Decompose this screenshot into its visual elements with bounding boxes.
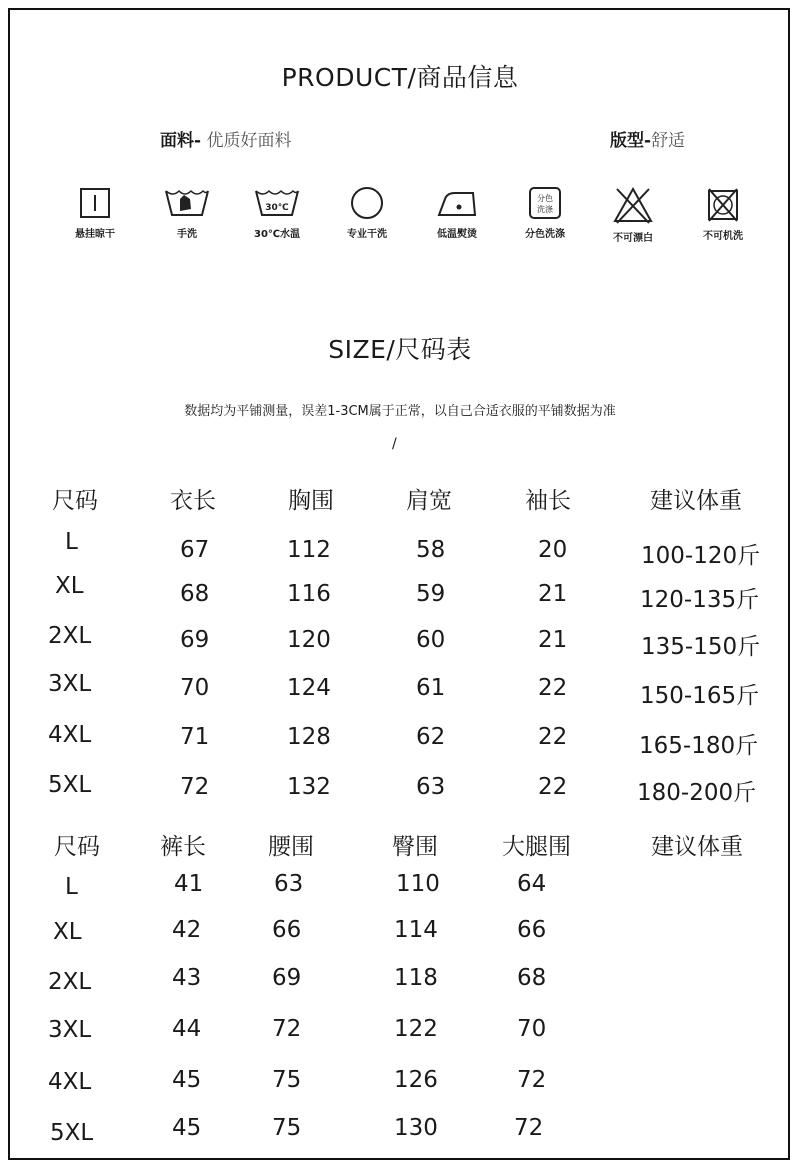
table-cell: 71 (180, 724, 210, 750)
table-cell: 75 (272, 1115, 302, 1141)
care-item-separate-wash (500, 185, 590, 240)
hand-wash-icon (163, 185, 211, 221)
table-cell: 100-120斤 (641, 543, 761, 569)
table-cell: 64 (517, 871, 547, 897)
fit-label: 版型- (610, 131, 652, 151)
table-cell: 124 (287, 675, 331, 701)
care-item-wash-30 (232, 185, 322, 240)
wash-30-icon (253, 185, 301, 221)
separate-wash-symbol-top: 分色 (537, 194, 553, 203)
bottom-header-weight: 建议体重 (651, 834, 743, 860)
professional-dry-clean-icon (349, 185, 385, 221)
table-cell: 44 (172, 1016, 202, 1042)
product-title: PRODUCT/商品信息 (281, 63, 519, 92)
table-cell: 122 (394, 1016, 438, 1042)
table-cell: 60 (416, 627, 446, 653)
table-cell: 5XL (48, 772, 92, 798)
table-cell: 4XL (48, 1069, 92, 1095)
table-cell: 3XL (48, 1017, 92, 1043)
size-title: SIZE/尺码表 (328, 335, 472, 364)
table-cell: 45 (172, 1067, 202, 1093)
no-bleach-icon (611, 185, 655, 225)
table-cell: 69 (180, 627, 210, 653)
separate-wash-symbol-bottom: 洗涤 (537, 205, 553, 214)
table-cell: 132 (287, 774, 331, 800)
top-header-sleeve: 袖长 (525, 488, 571, 514)
care-label: 悬挂晾干 (75, 229, 115, 240)
table-cell: 118 (394, 965, 438, 991)
care-label: 手洗 (177, 229, 197, 240)
care-label: 分色洗涤 (525, 229, 565, 240)
table-cell: 70 (517, 1016, 547, 1042)
no-machine-wash-icon (703, 185, 743, 223)
table-cell: 63 (416, 774, 446, 800)
care-label: 30℃水温 (253, 229, 301, 240)
care-label: 不可漂白 (613, 233, 653, 244)
table-cell: 72 (180, 774, 210, 800)
fit-value: 舒适 (651, 131, 686, 151)
wash-30-symbol: 30℃ (265, 203, 289, 213)
fabric-value: 优质好面料 (206, 131, 292, 151)
table-cell: 42 (172, 917, 202, 943)
table-cell: 135-150斤 (641, 634, 761, 660)
table-cell: 3XL (48, 671, 92, 697)
table-cell: 22 (538, 774, 568, 800)
top-header-weight: 建议体重 (650, 488, 742, 514)
measurement-note: 数据均为平铺测量，误差1-3CM属于正常，以自己合适衣服的平铺数据为准 (184, 404, 616, 419)
bottom-header-hip: 臀围 (392, 834, 438, 860)
table-cell: L (65, 529, 78, 555)
top-header-chest: 胸围 (288, 488, 334, 514)
table-cell: 110 (396, 871, 440, 897)
table-cell: 114 (394, 917, 438, 943)
table-cell: 69 (272, 965, 302, 991)
table-cell: 66 (517, 917, 547, 943)
table-cell: 41 (174, 871, 204, 897)
table-cell: 22 (538, 675, 568, 701)
table-cell: 75 (272, 1067, 302, 1093)
table-cell: 2XL (48, 969, 92, 995)
table-cell: 45 (172, 1115, 202, 1141)
table-cell: 120 (287, 627, 331, 653)
table-cell: 22 (538, 724, 568, 750)
table-cell: 62 (416, 724, 446, 750)
hang-dry-icon (77, 185, 113, 221)
table-cell: 116 (287, 581, 331, 607)
care-label: 低温熨烫 (437, 229, 477, 240)
table-cell: L (65, 874, 78, 900)
separate-wash-icon (527, 185, 563, 221)
care-item-no-bleach (588, 185, 678, 244)
table-cell: XL (53, 919, 82, 945)
table-cell: 67 (180, 537, 210, 563)
table-cell: 21 (538, 627, 568, 653)
table-cell: 43 (172, 965, 202, 991)
table-cell: 126 (394, 1067, 438, 1093)
table-cell: 68 (517, 965, 547, 991)
table-cell: 59 (416, 581, 446, 607)
top-header-length: 衣长 (170, 488, 216, 514)
care-label: 专业干洗 (347, 229, 387, 240)
bottom-header-thigh: 大腿围 (502, 834, 571, 860)
table-cell: 66 (272, 917, 302, 943)
slash-mark: / (392, 436, 397, 452)
bottom-header-size: 尺码 (54, 834, 100, 860)
care-item-hang-dry (50, 185, 140, 240)
bottom-header-waist: 腰围 (268, 834, 314, 860)
table-cell: 70 (180, 675, 210, 701)
care-icons-row (50, 185, 770, 255)
table-cell: 72 (272, 1016, 302, 1042)
table-cell: 165-180斤 (639, 733, 759, 759)
table-cell: 21 (538, 581, 568, 607)
table-cell: 4XL (48, 722, 92, 748)
table-cell: 180-200斤 (637, 780, 757, 806)
top-header-size: 尺码 (52, 488, 98, 514)
care-item-low-iron (412, 185, 502, 240)
table-cell: 72 (517, 1067, 547, 1093)
table-cell: 112 (287, 537, 331, 563)
table-cell: XL (55, 573, 84, 599)
care-item-hand-wash (142, 185, 232, 240)
table-cell: 63 (274, 871, 304, 897)
table-cell: 68 (180, 581, 210, 607)
care-item-no-machine-wash (678, 185, 768, 242)
table-cell: 150-165斤 (640, 683, 760, 709)
table-cell: 20 (538, 537, 568, 563)
table-cell: 120-135斤 (640, 587, 760, 613)
bottom-header-pant-length: 裤长 (160, 834, 206, 860)
care-label: 不可机洗 (703, 231, 743, 242)
table-cell: 61 (416, 675, 446, 701)
top-header-shoulder: 肩宽 (406, 488, 452, 514)
fit-info (610, 126, 685, 151)
fabric-info (160, 126, 291, 151)
table-cell: 72 (514, 1115, 544, 1141)
low-temp-iron-icon (433, 185, 481, 221)
care-item-dry-clean (322, 185, 412, 240)
table-cell: 58 (416, 537, 446, 563)
table-cell: 130 (394, 1115, 438, 1141)
fabric-label: 面料- (160, 131, 202, 151)
table-cell: 2XL (48, 623, 92, 649)
table-cell: 128 (287, 724, 331, 750)
table-cell: 5XL (50, 1120, 94, 1146)
